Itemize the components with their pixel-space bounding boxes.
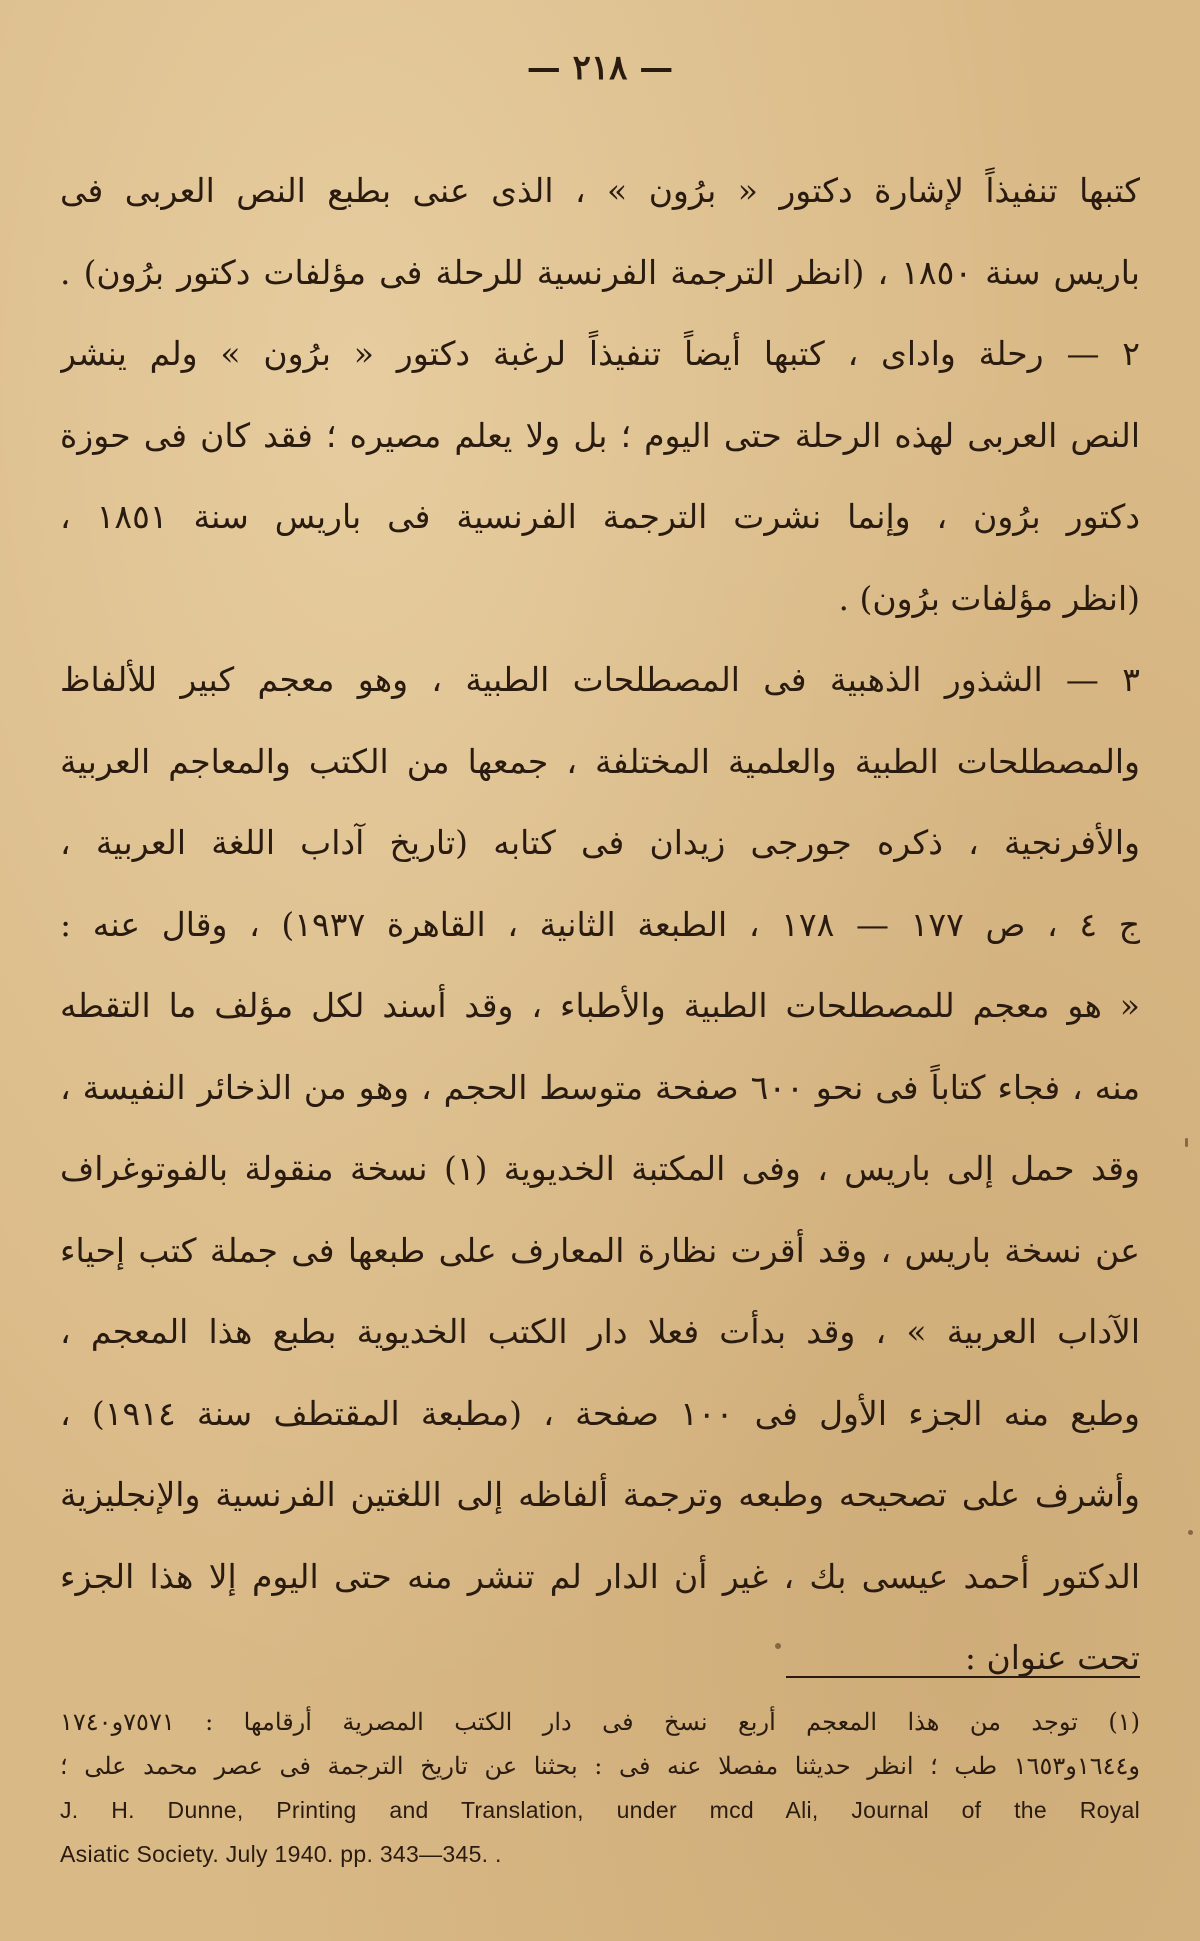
body-line: الدكتور أحمد عيسى بك ، غير أن الدار لم تنشر منه حتى اليوم إلا هذا الجزء: [60, 1556, 1140, 1596]
body-line: ٢ — رحلة وادای ، كتبها أيضاً تنفيذاً لرغبة دكتور « برُون » ولم ينشر: [60, 334, 1140, 373]
footnotes: [60, 1700, 1140, 1876]
paper-speck: [1185, 1138, 1188, 1147]
body-line: والمصطلحات الطبية والعلمية المختلفة ، جمعها من الكتب والمعاجم العربية: [60, 741, 1140, 781]
body-text: [60, 150, 1140, 1699]
footnote-separator: [786, 1676, 1140, 1678]
body-line: كتبها تنفيذاً لإشارة دكتور « برُون » ، الذى عنى بطبع النص العربى فى: [60, 171, 1140, 210]
footnote-citation-line: J. H. Dunne, Printing and Translation, under mcd Ali, Journal of the Royal: [60, 1797, 1140, 1823]
body-line: دكتور برُون ، وإنما نشرت الترجمة الفرنسية فى باريس سنة ١٨٥١ ،: [60, 497, 1140, 536]
body-line: وأشرف على تصحيحه وطبعه وترجمة ألفاظه إلى اللغتين الفرنسية والإنجليزية: [60, 1475, 1140, 1514]
body-line: والأفرنجية ، ذكره جورجى زيدان فى كتابه (تاريخ آداب اللغة العربية ،: [60, 823, 1140, 862]
footnote-line: (١) توجد من هذا المعجم أربع نسخ فى دار الكتب المصرية أرقامها : ٧٥٧١و١٧٤٠: [60, 1708, 1140, 1736]
body-line: ج ٤ ، ص ١٧٧ — ١٧٨ ، الطبعة الثانية ، القاهرة ١٩٣٧) ، وقال عنه :: [60, 904, 1140, 944]
body-line: وقد حمل إلى باريس ، وفى المكتبة الخديوية (١) نسخة منقولة بالفوتوغراف: [60, 1149, 1140, 1188]
paper-speck: [1188, 1530, 1193, 1535]
body-line: باريس سنة ١٨٥٠ ، (انظر الترجمة الفرنسية للرحلة فى مؤلفات دكتور برُون) .: [60, 252, 1140, 292]
body-line: عن نسخة باريس ، وقد أقرت نظارة المعارف على طبعها فى جملة كتب إحياء: [60, 1230, 1140, 1270]
footnote-citation-line: Asiatic Society. July 1940. pp. 343—345. .: [60, 1841, 502, 1867]
body-line: وطبع منه الجزء الأول فى ١٠٠ صفحة ، (مطبعة المقتطف سنة ١٩١٤) ،: [60, 1393, 1140, 1433]
footnote-line: و١٦٤٤و١٦٥٣ طب ؛ انظر حديثنا مفصلا عنه فى : بحثنا عن تاريخ الترجمة فى عصر محمد على ؛: [60, 1752, 1140, 1780]
page-number: — ٢١٨ —: [526, 48, 674, 88]
body-line: ٣ — الشذور الذهبية فى المصطلحات الطبية ، وهو معجم كبير للألفاظ: [60, 660, 1140, 699]
body-line: تحت عنوان :: [964, 1638, 1140, 1677]
body-line: النص العربى لهذه الرحلة حتى اليوم ؛ بل ولا يعلم مصيره ؛ فقد كان فى حوزة: [60, 415, 1140, 455]
body-line: « هو معجم للمصطلحات الطبية والأطباء ، وقد أسند لكل مؤلف ما التقطه: [60, 986, 1140, 1025]
body-line: (انظر مؤلفات برُون) .: [838, 578, 1140, 618]
paper-speck: [775, 1643, 781, 1649]
body-line: الآداب العربية » ، وقد بدأت فعلا دار الكتب الخديوية بطبع هذا المعجم ،: [60, 1312, 1140, 1351]
body-line: منه ، فجاء كتاباً فى نحو ٦٠٠ صفحة متوسط الحجم ، وهو من الذخائر النفيسة ،: [60, 1067, 1140, 1107]
